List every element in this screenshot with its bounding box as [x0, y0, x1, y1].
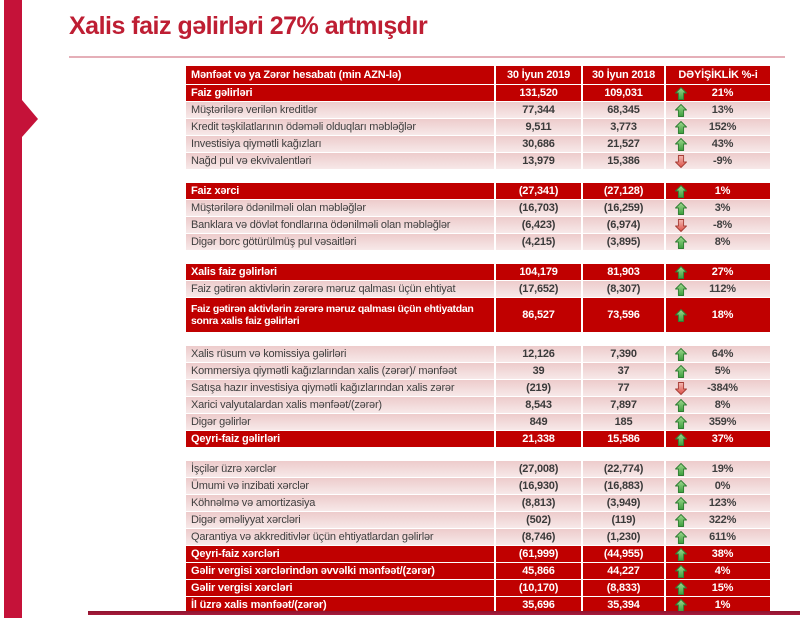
table-body: [186, 85, 770, 613]
row-label: Ümumi və inzibati xərclər: [186, 478, 494, 494]
value-2019: (10,170): [496, 580, 581, 596]
change-percent: 112%: [709, 283, 736, 295]
change-cell: [666, 414, 770, 430]
change-cell: [666, 563, 770, 579]
table-row: [186, 200, 770, 216]
change-percent: 8%: [714, 399, 731, 411]
up-arrow-icon: [675, 433, 689, 446]
change-cell: [666, 478, 770, 494]
up-arrow-icon: [675, 480, 689, 493]
change-cell: [666, 217, 770, 233]
table-row: [186, 346, 770, 362]
value-2019: 131,520: [496, 85, 581, 101]
table-header-row: [186, 66, 770, 84]
row-label: Xalis faiz gəlirləri: [186, 264, 494, 280]
change-cell: [666, 397, 770, 413]
up-arrow-icon: [675, 531, 689, 544]
value-2018: 7,390: [583, 346, 664, 362]
value-2019: 77,344: [496, 102, 581, 118]
value-2018: (1,230): [583, 529, 664, 545]
row-label: Digər borc götürülmüş pul vəsaitləri: [186, 234, 494, 250]
value-2019: (4,215): [496, 234, 581, 250]
up-arrow-icon: [675, 365, 689, 378]
change-percent: 8%: [714, 236, 731, 248]
change-percent: 5%: [714, 365, 731, 377]
change-cell: [666, 264, 770, 280]
value-2019: 9,511: [496, 119, 581, 135]
table-row: [186, 281, 770, 297]
change-cell: [666, 380, 770, 396]
section-gap: [186, 333, 770, 346]
row-label: Gəlir vergisi xərcləri: [186, 580, 494, 596]
change-cell: [666, 346, 770, 362]
table-row: [186, 580, 770, 596]
table-row: [186, 363, 770, 379]
value-2018: (16,259): [583, 200, 664, 216]
value-2019: (8,746): [496, 529, 581, 545]
table-row: [186, 153, 770, 169]
change-percent: 15%: [711, 582, 734, 594]
table-row: [186, 461, 770, 477]
header-col-2019: 30 İyun 2019: [496, 66, 581, 84]
value-2019: 21,338: [496, 431, 581, 447]
value-2019: 30,686: [496, 136, 581, 152]
left-accent-arrow-icon: [22, 100, 38, 137]
table-row: [186, 397, 770, 413]
slide-title: Xalis faiz gəlirləri 27% artmışdır: [69, 12, 428, 40]
value-2019: 104,179: [496, 264, 581, 280]
value-2018: 185: [583, 414, 664, 430]
row-label: Qarantiya və akkreditivlər üçün ehtiyatlardan gəlirlər: [186, 529, 494, 545]
up-arrow-icon: [675, 236, 689, 249]
change-cell: [666, 136, 770, 152]
value-2019: (8,813): [496, 495, 581, 511]
up-arrow-icon: [675, 185, 689, 198]
change-percent: 18%: [711, 309, 734, 321]
change-cell: [666, 546, 770, 562]
up-arrow-icon: [675, 87, 689, 100]
row-label: Faiz gəlirləri: [186, 85, 494, 101]
row-label: Müştərilərə ödənilməli olan məbləğlər: [186, 200, 494, 216]
change-percent: 322%: [708, 514, 737, 526]
value-2018: (3,895): [583, 234, 664, 250]
value-2019: (61,999): [496, 546, 581, 562]
value-2019: (16,703): [496, 200, 581, 216]
value-2019: (16,930): [496, 478, 581, 494]
up-arrow-icon: [675, 399, 689, 412]
row-label: Satışa hazır investisiya qiymətli kağızlarından xalis zərər: [186, 380, 494, 396]
table-row: [186, 136, 770, 152]
row-label: Köhnəlmə və amortizasiya: [186, 495, 494, 511]
row-label: Faiz gətirən aktivlərin zərərə məruz qalması üçün ehtiyat: [186, 281, 494, 297]
up-arrow-icon: [675, 582, 689, 595]
change-percent: 64%: [711, 348, 734, 360]
change-cell: [666, 153, 770, 169]
change-percent: 27%: [711, 266, 734, 278]
value-2019: 849: [496, 414, 581, 430]
bottom-accent-line: [88, 611, 800, 615]
change-cell: [666, 298, 770, 332]
change-percent: -384%: [707, 382, 738, 394]
value-2018: 21,527: [583, 136, 664, 152]
change-percent: 359%: [708, 416, 737, 428]
row-label: Investisiya qiymətli kağızları: [186, 136, 494, 152]
value-2018: (22,774): [583, 461, 664, 477]
value-2018: (6,974): [583, 217, 664, 233]
row-label: Kommersiya qiymətli kağızlarından xalis (zərər)/ mənfəət: [186, 363, 494, 379]
header-label: Mənfəət və ya Zərər hesabatı (min AZN-lə): [186, 66, 494, 84]
left-accent-bar: [4, 0, 22, 618]
change-percent: 3%: [714, 202, 731, 214]
up-arrow-icon: [675, 565, 689, 578]
down-arrow-icon: [675, 219, 689, 232]
row-label: Qeyri-faiz xərcləri: [186, 546, 494, 562]
change-cell: [666, 183, 770, 199]
change-percent: 43%: [711, 138, 734, 150]
up-arrow-icon: [675, 463, 689, 476]
value-2018: (8,307): [583, 281, 664, 297]
table-row: [186, 85, 770, 101]
value-2019: 13,979: [496, 153, 581, 169]
row-label: Faiz xərci: [186, 183, 494, 199]
up-arrow-icon: [675, 104, 689, 117]
value-2018: 44,227: [583, 563, 664, 579]
value-2019: (27,008): [496, 461, 581, 477]
income-statement-table: [186, 66, 770, 614]
value-2018: (119): [583, 512, 664, 528]
value-2018: 15,586: [583, 431, 664, 447]
up-arrow-icon: [675, 548, 689, 561]
change-percent: 37%: [711, 433, 734, 445]
row-label: Digər əməliyyat xərcləri: [186, 512, 494, 528]
change-percent: 19%: [711, 463, 734, 475]
value-2019: (502): [496, 512, 581, 528]
value-2018: 68,345: [583, 102, 664, 118]
value-2019: 39: [496, 363, 581, 379]
table-row: [186, 529, 770, 545]
table-row: [186, 183, 770, 199]
value-2018: (27,128): [583, 183, 664, 199]
value-2018: (3,949): [583, 495, 664, 511]
header-col-2018: 30 İyun 2018: [583, 66, 664, 84]
change-cell: [666, 281, 770, 297]
value-2018: 37: [583, 363, 664, 379]
change-percent: 152%: [708, 121, 737, 133]
value-2019: 8,543: [496, 397, 581, 413]
change-cell: [666, 461, 770, 477]
value-2018: 109,031: [583, 85, 664, 101]
value-2018: 7,897: [583, 397, 664, 413]
change-percent: 38%: [711, 548, 734, 560]
value-2018: (16,883): [583, 478, 664, 494]
table-row: [186, 478, 770, 494]
change-percent: 123%: [708, 497, 737, 509]
change-cell: [666, 119, 770, 135]
value-2019: 86,527: [496, 298, 581, 332]
value-2019: 12,126: [496, 346, 581, 362]
up-arrow-icon: [675, 138, 689, 151]
change-percent: 1%: [714, 599, 731, 611]
up-arrow-icon: [675, 497, 689, 510]
row-label: İl üzrə xalis mənfəət/(zərər): [186, 597, 494, 613]
change-percent: -9%: [713, 155, 732, 167]
table-row: [186, 563, 770, 579]
row-label: Xalis rüsum və komissiya gəlirləri: [186, 346, 494, 362]
row-label: Qeyri-faiz gəlirləri: [186, 431, 494, 447]
up-arrow-icon: [675, 416, 689, 429]
up-arrow-icon: [675, 266, 689, 279]
table-row: [186, 546, 770, 562]
table-row: [186, 102, 770, 118]
up-arrow-icon: [675, 348, 689, 361]
value-2018: 81,903: [583, 264, 664, 280]
change-cell: [666, 102, 770, 118]
change-cell: [666, 431, 770, 447]
up-arrow-icon: [675, 514, 689, 527]
table-row: [186, 234, 770, 250]
row-label: Nağd pul və ekvivalentləri: [186, 153, 494, 169]
section-gap: [186, 170, 770, 183]
down-arrow-icon: [675, 155, 689, 168]
value-2019: (27,341): [496, 183, 581, 199]
table-row: [186, 217, 770, 233]
value-2018: 73,596: [583, 298, 664, 332]
value-2018: (8,833): [583, 580, 664, 596]
table-row: [186, 414, 770, 430]
section-gap: [186, 251, 770, 264]
table-row: [186, 380, 770, 396]
up-arrow-icon: [675, 309, 689, 322]
change-percent: 13%: [711, 104, 734, 116]
down-arrow-icon: [675, 382, 689, 395]
change-cell: [666, 200, 770, 216]
table-row: [186, 264, 770, 280]
value-2018: 77: [583, 380, 664, 396]
up-arrow-icon: [675, 202, 689, 215]
header-col-change: DƏYİŞİKLİK %-i: [666, 66, 770, 84]
row-label: Kredit təşkilatlarının ödəməli olduqları məbləğlər: [186, 119, 494, 135]
up-arrow-icon: [675, 283, 689, 296]
row-label: Müştərilərə verilən kreditlər: [186, 102, 494, 118]
change-percent: -8%: [713, 219, 732, 231]
value-2018: 3,773: [583, 119, 664, 135]
row-label: Xarici valyutalardan xalis mənfəət/(zərər): [186, 397, 494, 413]
value-2019: (17,652): [496, 281, 581, 297]
change-cell: [666, 85, 770, 101]
change-cell: [666, 363, 770, 379]
change-percent: 21%: [711, 87, 734, 99]
title-underline: [69, 56, 785, 58]
value-2018: 15,386: [583, 153, 664, 169]
table-row: [186, 495, 770, 511]
change-cell: [666, 512, 770, 528]
value-2018: 35,394: [583, 597, 664, 613]
value-2019: 45,866: [496, 563, 581, 579]
change-percent: 4%: [714, 565, 731, 577]
change-cell: [666, 529, 770, 545]
table-row: [186, 119, 770, 135]
row-label: Banklara və dövlət fondlarına ödənilməli olan məbləğlər: [186, 217, 494, 233]
up-arrow-icon: [675, 121, 689, 134]
value-2019: 35,696: [496, 597, 581, 613]
table-row: [186, 512, 770, 528]
row-label: Gəlir vergisi xərclərindən əvvəlki mənfəət/(zərər): [186, 563, 494, 579]
up-arrow-icon: [675, 599, 689, 612]
row-label: İşçilər üzrə xərclər: [186, 461, 494, 477]
table-row: [186, 298, 770, 332]
change-cell: [666, 495, 770, 511]
change-cell: [666, 234, 770, 250]
change-percent: 611%: [709, 531, 736, 543]
value-2018: (44,955): [583, 546, 664, 562]
row-label: Faiz gətirən aktivlərin zərərə məruz qalması üçün ehtiyatdan sonra xalis faiz gəlirləri: [186, 298, 494, 332]
section-gap: [186, 448, 770, 461]
row-label: Digər gəlirlər: [186, 414, 494, 430]
table-row: [186, 431, 770, 447]
change-percent: 0%: [714, 480, 731, 492]
change-percent: 1%: [714, 185, 731, 197]
value-2019: (6,423): [496, 217, 581, 233]
change-cell: [666, 580, 770, 596]
value-2019: (219): [496, 380, 581, 396]
